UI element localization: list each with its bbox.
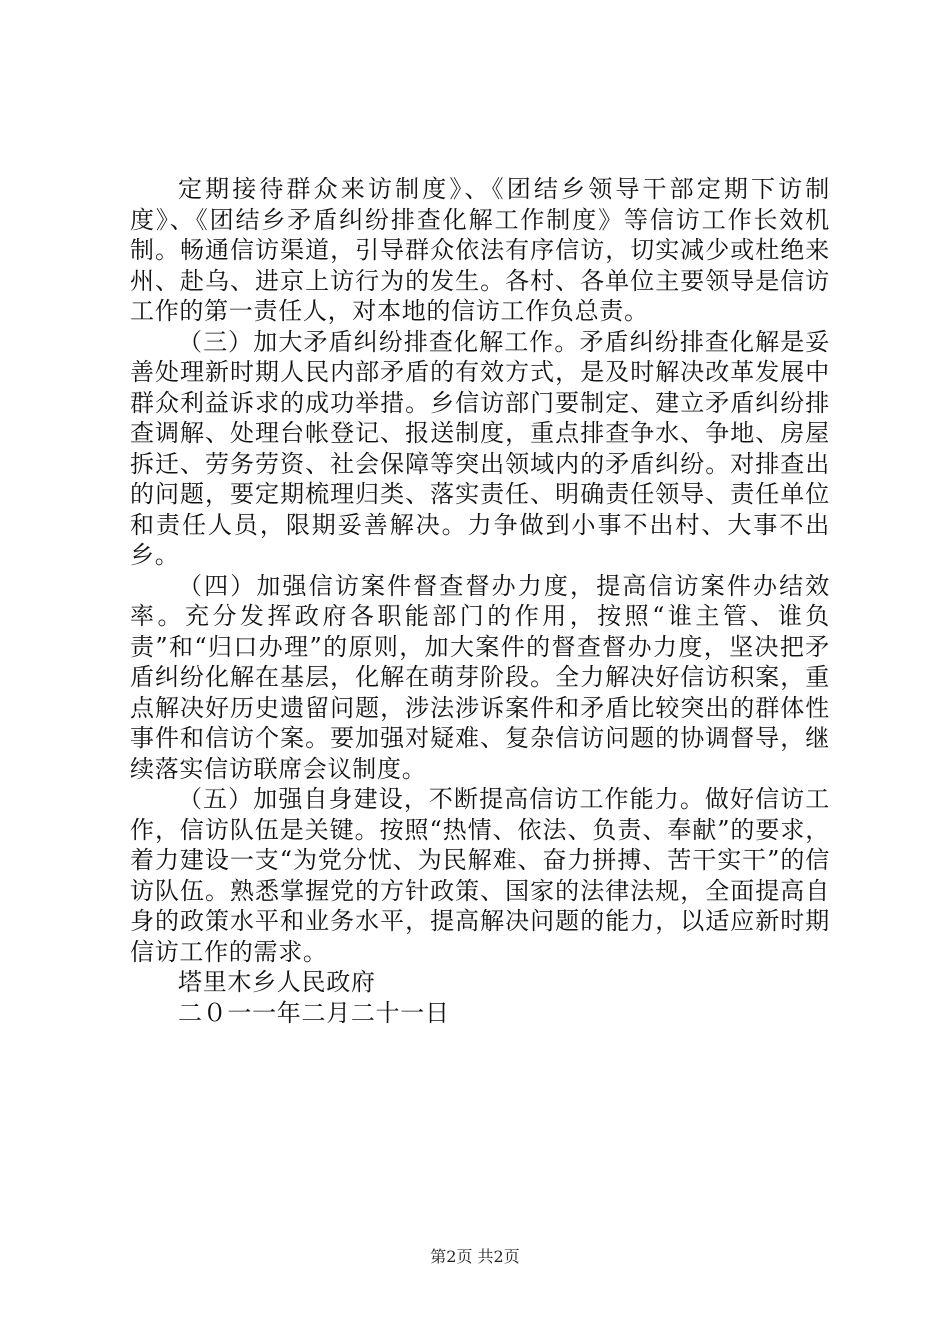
paragraph-2: （三）加大矛盾纠纷排查化解工作。矛盾纠纷排查化解是妥善处理新时期人民内部矛盾的有效方式，是及时解决改革发展中群众利益诉求的成功举措。乡信访部门要制定、建立矛盾纠纷排查调解、处理台帐登记、报送制度，重点排查争水、争地、房屋拆迁、劳务劳资、社会保障等突出领域内的矛盾纠纷。对排查出的问题，要定期梳理归类、落实责任、明确责任领导、责任单位和责任人员，限期妥善解决。力争做到小事不出村、大事不出乡。 [130,327,830,569]
document-body [130,174,830,1028]
paragraph-1: 定期接待群众来访制度》、《团结乡领导干部定期下访制度》、《团结乡矛盾纠纷排查化解工作制度》等信访工作长效机制。畅通信访渠道，引导群众依法有序信访，切实减少或杜绝来州、赴乌、进京上访行为的发生。各村、各单位主要领导是信访工作的第一责任人，对本地的信访工作负总责。 [130,175,830,325]
signature-date: 二０一一年二月二十一日 [178,998,450,1027]
paragraph-4: （五）加强自身建设，不断提高信访工作能力。做好信访工作，信访队伍是关键。按照“热情、依法、负责、奉献”的要求，着力建设一支“为党分忧、为民解难、奋力拼搏、苦干实干”的信访队伍。熟悉掌握党的方针政策、国家的法律法规，全面提高自身的政策水平和业务水平，提高解决问题的能力，以适应新时期信访工作的需求。 [130,785,830,966]
page-number-footer: 第2页 共2页 [430,1247,520,1266]
paragraph-3: （四）加强信访案件督查督办力度，提高信访案件办结效率。充分发挥政府各职能部门的作用，按照“谁主管、谁负责”和“归口办理”的原则，加大案件的督查督办力度，坚决把矛盾纠纷化解在基层，化解在萌芽阶段。全力解决好信访积案，重点解决好历史遗留问题，涉法涉诉案件和矛盾比较突出的群体性事件和信访个案。要加强对疑难、复杂信访问题的协调督导，继续落实信访联席会议制度。 [130,571,830,783]
signature-organization: 塔里木乡人民政府 [178,968,376,996]
